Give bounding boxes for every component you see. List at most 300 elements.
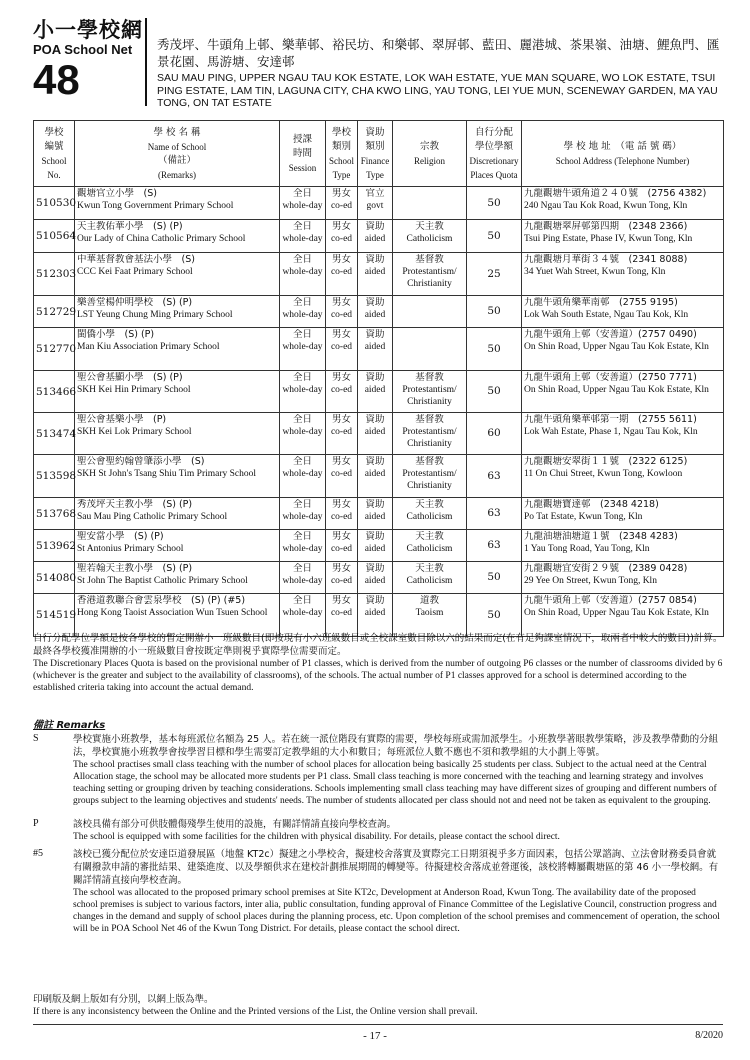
session-en: whole-day xyxy=(282,234,323,244)
religion-cn: 天主教 xyxy=(415,563,444,574)
school-name-cn: 中華基督教會基法小學 (S) xyxy=(77,254,195,265)
header-text: 類別 xyxy=(365,140,385,152)
type-en: co-ed xyxy=(330,234,353,244)
finance-cn: 資助 xyxy=(365,372,385,383)
finance-cn: 資助 xyxy=(365,499,385,510)
cell-session xyxy=(280,328,326,371)
type-en: co-ed xyxy=(330,201,353,211)
finance-cn: 資助 xyxy=(365,456,385,467)
cell-school-no xyxy=(34,530,75,562)
session-cn: 全日 xyxy=(292,563,312,574)
cell-session xyxy=(280,253,326,296)
districts-block xyxy=(157,36,723,110)
cell-session xyxy=(280,413,326,455)
finance-en: aided xyxy=(364,234,386,244)
session-en: whole-day xyxy=(282,469,323,479)
cell-school-name xyxy=(75,594,280,637)
school-name-en: SKH Kei Lok Primary School xyxy=(77,427,192,437)
header-text: School Address (Telephone Number) xyxy=(555,155,690,166)
finance-en: aided xyxy=(364,512,386,522)
school-name-cn: 聖公會聖約翰曾肇添小學 (S) xyxy=(77,456,205,467)
session-en: whole-day xyxy=(282,201,323,211)
cell-school-no xyxy=(34,562,75,594)
finance-cn: 資助 xyxy=(365,254,385,265)
address-en: 11 On Chui Street, Kwun Tong, Kowloon xyxy=(524,469,683,479)
cell-finance-type xyxy=(358,187,393,220)
type-cn: 男女 xyxy=(331,531,351,542)
net-number: 48 xyxy=(33,56,80,103)
cell-school-no xyxy=(34,328,75,371)
remarks-title: 備註 Remarks xyxy=(33,720,106,731)
school-no: 510564 xyxy=(36,230,77,242)
cell-finance-type xyxy=(358,296,393,328)
quota-value: 50 xyxy=(487,305,501,317)
cell-school-type xyxy=(326,187,358,220)
header-text: 自行分配 xyxy=(474,126,513,138)
cell-religion xyxy=(393,455,467,498)
school-name-en: Our Lady of China Catholic Primary School xyxy=(77,234,246,244)
religion-en: Catholicism xyxy=(406,576,453,586)
cell-school-no xyxy=(34,296,75,328)
cell-school-no xyxy=(34,187,75,220)
address-cn: 九龍觀塘翠屏邨第四期 (2348 2366) xyxy=(524,221,688,232)
cell-session xyxy=(280,187,326,220)
religion-cn: 基督教 xyxy=(415,372,444,383)
session-cn: 全日 xyxy=(292,372,312,383)
religion-cn: 基督教 xyxy=(415,254,444,265)
address-en: Lok Wah Estate, Phase 1, Ngau Tau Kok, Kln xyxy=(524,427,698,437)
address-en: 240 Ngau Tau Kok Road, Kwun Tong, Kln xyxy=(524,201,688,211)
finance-en: aided xyxy=(364,469,386,479)
address-en: 29 Yee On Street, Kwun Tong, Kln xyxy=(524,576,657,586)
type-cn: 男女 xyxy=(331,221,351,232)
cell-school-type xyxy=(326,413,358,455)
net-title-en: POA School Net xyxy=(33,42,133,57)
cell-finance-type xyxy=(358,328,393,371)
cell-address xyxy=(522,328,724,371)
cell-finance-type xyxy=(358,413,393,455)
religion-en: Catholicism xyxy=(406,234,453,244)
religion-cn: 基督教 xyxy=(415,456,444,467)
table-row xyxy=(34,594,724,637)
col-header-name xyxy=(75,121,280,187)
finance-en: aided xyxy=(364,427,386,437)
cell-finance-type xyxy=(358,594,393,637)
type-cn: 男女 xyxy=(331,456,351,467)
header-text: 學校 xyxy=(44,126,64,138)
address-cn: 九龍觀塘宜安街２９號 (2389 0428) xyxy=(524,563,688,574)
session-cn: 全日 xyxy=(292,254,312,265)
school-name-en: SKH St John's Tsang Shiu Tim Primary School xyxy=(77,469,257,479)
table-header-row xyxy=(34,121,724,187)
header-text: 學 校 名 稱 xyxy=(153,126,201,138)
type-en: co-ed xyxy=(330,342,353,352)
cell-school-no xyxy=(34,220,75,253)
cell-address xyxy=(522,562,724,594)
school-name-cn: 閩僑小學 (S) (P) xyxy=(77,329,155,340)
type-en: co-ed xyxy=(330,512,353,522)
school-name-cn: 天主教佑華小學 (S) (P) xyxy=(77,221,183,232)
table-row xyxy=(34,455,724,498)
col-header-session xyxy=(280,121,326,187)
session-en: whole-day xyxy=(282,342,323,352)
session-en: whole-day xyxy=(282,310,323,320)
cell-quota xyxy=(467,296,522,328)
remark-text-cn: 該校具備有部分可供肢體傷殘學生使用的設施，有關詳情請直接向學校查詢。 xyxy=(73,819,397,830)
address-cn: 九龍觀塘月華街３４號 (2341 8088) xyxy=(524,254,688,265)
school-name-en: SKH Kei Hin Primary School xyxy=(77,385,191,395)
cell-session xyxy=(280,220,326,253)
session-cn: 全日 xyxy=(292,188,312,199)
cell-address xyxy=(522,253,724,296)
school-no: 513962 xyxy=(36,539,77,552)
cell-address xyxy=(522,594,724,637)
cell-school-name xyxy=(75,220,280,253)
school-table xyxy=(33,120,724,637)
finance-cn: 資助 xyxy=(365,221,385,232)
cell-religion xyxy=(393,220,467,253)
header-text: School xyxy=(41,155,67,166)
header-text: Session xyxy=(288,162,317,173)
cell-religion xyxy=(393,253,467,296)
cell-school-name xyxy=(75,530,280,562)
school-name-en: Man Kiu Association Primary School xyxy=(77,342,220,352)
finance-en: aided xyxy=(364,310,386,320)
cell-school-name xyxy=(75,562,280,594)
school-name-cn: 聖若翰天主教小學 (S) (P) xyxy=(77,563,193,574)
address-cn: 九龍觀塘寶達邨 (2348 4218) xyxy=(524,499,659,510)
footer-note-en: If there is any inconsistency between the Online and the Printed versions of the List, the Online version shall prevail. xyxy=(33,1007,478,1017)
header-text: Type xyxy=(332,169,351,180)
type-en: co-ed xyxy=(330,544,353,554)
cell-address xyxy=(522,296,724,328)
cell-session xyxy=(280,371,326,413)
header-text: Discretionary xyxy=(469,155,519,166)
school-name-cn: 聖公會基樂小學 (P) xyxy=(77,414,167,425)
religion-cn: 天主教 xyxy=(415,499,444,510)
finance-cn: 資助 xyxy=(365,414,385,425)
cell-quota xyxy=(467,562,522,594)
header-text: (Remarks) xyxy=(158,169,196,180)
footer-divider xyxy=(33,1024,723,1025)
cell-religion xyxy=(393,296,467,328)
quota-note-en: The Discretionary Places Quota is based on the provisional number of P1 classes, which is derived from the number of outgoing P6 classes or the number of classrooms divided by 6 (whichever is the greater and subject to the availability of classrooms), of the schools. The actual number of P1 classes approved for a school is determined according to the established criteria taking into account the actual demand. xyxy=(33,659,723,693)
type-en: co-ed xyxy=(330,608,353,618)
school-no: 512303 xyxy=(36,268,77,280)
header-text: 類別 xyxy=(331,140,351,152)
type-en: co-ed xyxy=(330,469,353,479)
cell-session xyxy=(280,296,326,328)
type-cn: 男女 xyxy=(331,188,351,199)
net-title-block xyxy=(33,18,147,106)
address-cn: 九龍牛頭角上邨（安善道）(2750 7771) xyxy=(524,372,697,383)
session-cn: 全日 xyxy=(292,595,312,606)
cell-religion xyxy=(393,530,467,562)
col-header-address xyxy=(522,121,724,187)
cell-school-type xyxy=(326,498,358,530)
cell-school-no xyxy=(34,413,75,455)
cell-quota xyxy=(467,455,522,498)
finance-en: govt xyxy=(366,201,384,211)
school-no: 512729 xyxy=(36,305,77,318)
address-en: On Shin Road, Upper Ngau Tau Kok Estate, Kln xyxy=(524,385,709,395)
session-cn: 全日 xyxy=(292,456,312,467)
header-text: （備註） xyxy=(157,154,196,166)
school-name-en: CCC Kei Faat Primary School xyxy=(77,267,193,277)
cell-religion xyxy=(393,594,467,637)
table-row xyxy=(34,220,724,253)
quota-value: 63 xyxy=(487,539,501,551)
address-cn: 九龍牛頭角樂華南邨 (2755 9195) xyxy=(524,297,678,308)
type-cn: 男女 xyxy=(331,329,351,340)
religion-en: Protestantism/ Christianity xyxy=(402,385,457,407)
cell-address xyxy=(522,220,724,253)
cell-religion xyxy=(393,187,467,220)
cell-school-no xyxy=(34,498,75,530)
session-cn: 全日 xyxy=(292,531,312,542)
cell-address xyxy=(522,530,724,562)
type-en: co-ed xyxy=(330,267,353,277)
address-cn: 九龍牛頭角上邨（安善道）(2757 0854) xyxy=(524,595,697,606)
address-cn: 九龍牛頭角樂華邨第一期 (2755 5611) xyxy=(524,414,697,425)
cell-session xyxy=(280,594,326,637)
religion-en: Protestantism/ Christianity xyxy=(402,427,457,449)
quota-value: 50 xyxy=(487,342,501,355)
cell-school-type xyxy=(326,296,358,328)
net-title-cn: 小一學校網 xyxy=(33,18,143,42)
cell-school-no xyxy=(34,455,75,498)
cell-school-name xyxy=(75,455,280,498)
cell-quota xyxy=(467,530,522,562)
cell-finance-type xyxy=(358,455,393,498)
cell-address xyxy=(522,413,724,455)
type-cn: 男女 xyxy=(331,254,351,265)
cell-school-name xyxy=(75,413,280,455)
quota-value: 63 xyxy=(487,469,501,482)
finance-cn: 資助 xyxy=(365,531,385,542)
session-en: whole-day xyxy=(282,427,323,437)
cell-school-type xyxy=(326,220,358,253)
header-text: 時間 xyxy=(292,147,312,159)
quota-note-cn: 自行分配學位學額是按各學校的暫定開辦小一班級數目(即按現有小六班級數目或全校課室數目除以六的結果而定(在有足夠課室情況下，取兩者中較大的數目))計算。最終各學校獲准開辦的小一班級數目會按既定準則視乎實際學位需要而定。 xyxy=(33,633,723,657)
cell-address xyxy=(522,455,724,498)
type-cn: 男女 xyxy=(331,499,351,510)
school-name-cn: 樂善堂楊仲明學校 (S) (P) xyxy=(77,297,193,308)
finance-en: aided xyxy=(364,385,386,395)
header-text: 資助 xyxy=(365,126,385,138)
header-text: No. xyxy=(47,169,61,180)
cell-finance-type xyxy=(358,498,393,530)
issue-date: 8/2020 xyxy=(695,1030,723,1041)
cell-finance-type xyxy=(358,220,393,253)
finance-cn: 資助 xyxy=(365,329,385,340)
address-en: 34 Yuet Wah Street, Kwun Tong, Kln xyxy=(524,267,666,277)
header-text: Finance xyxy=(360,155,390,166)
session-cn: 全日 xyxy=(292,297,312,308)
school-name-en: St Antonius Primary School xyxy=(77,544,184,554)
header-text: Type xyxy=(366,169,384,180)
cell-religion xyxy=(393,498,467,530)
religion-cn: 基督教 xyxy=(415,414,444,425)
cell-school-type xyxy=(326,530,358,562)
cell-school-no xyxy=(34,594,75,637)
cell-finance-type xyxy=(358,253,393,296)
cell-school-no xyxy=(34,253,75,296)
table-row xyxy=(34,498,724,530)
finance-cn: 資助 xyxy=(365,297,385,308)
header-text: Name of School xyxy=(147,141,207,152)
school-no: 513474 xyxy=(36,427,77,440)
school-name-en: Sau Mau Ping Catholic Primary School xyxy=(77,512,228,522)
school-name-cn: 聖公會基顯小學 (S) (P) xyxy=(77,372,183,383)
remark-key: S xyxy=(33,733,39,744)
cell-session xyxy=(280,562,326,594)
remark-text-en: The school practises small class teaching with the number of school places for allocation being basically 25 students per class. Subject to the actual need at the Central Allocation stage, the school may be allocated more students per P1 class. Small class teaching is more concerned with the teaching and learning strategy and involves teaching setting or grouping driven by teaching considerations. Schools implementing small class teaching may have different sizes of grouping and different numbers of groups subject to the learning objectives and students' needs. The number of students allocated per class should not and need not be taken as equivalent to the grouping. xyxy=(73,760,717,806)
quota-value: 60 xyxy=(487,427,501,439)
cell-school-name xyxy=(75,253,280,296)
districts-cn: 秀茂坪、牛頭角上邨、樂華邨、裕民坊、和樂邨、翠屏邨、藍田、麗港城、茶果嶺、油塘、鯉魚門、匯景花園、馬游塘、安達邨 xyxy=(157,37,720,69)
type-cn: 男女 xyxy=(331,297,351,308)
session-en: whole-day xyxy=(282,512,323,522)
quota-value: 50 xyxy=(487,571,501,583)
remark-key: P xyxy=(33,818,39,829)
table-row xyxy=(34,328,724,371)
cell-school-type xyxy=(326,371,358,413)
finance-en: aided xyxy=(364,267,386,277)
cell-session xyxy=(280,455,326,498)
address-cn: 九龍觀塘牛頭角道２４０號 (2756 4382) xyxy=(524,188,707,199)
school-no: 514080 xyxy=(36,571,77,584)
header-text: 編號 xyxy=(44,140,64,152)
cell-religion xyxy=(393,413,467,455)
cell-finance-type xyxy=(358,562,393,594)
cell-school-name xyxy=(75,296,280,328)
religion-cn: 天主教 xyxy=(415,531,444,542)
session-cn: 全日 xyxy=(292,329,312,340)
cell-school-name xyxy=(75,498,280,530)
school-name-en: Hong Kong Taoist Association Wun Tsuen School xyxy=(77,608,268,618)
religion-en: Taoism xyxy=(415,608,444,618)
address-en: Tsui Ping Estate, Phase IV, Kwun Tong, Kln xyxy=(524,234,693,244)
cell-school-type xyxy=(326,455,358,498)
school-no: 513768 xyxy=(36,507,77,520)
header-text: 學位學額 xyxy=(474,140,513,152)
header-text: School xyxy=(328,155,354,166)
finance-en: aided xyxy=(364,576,386,586)
type-en: co-ed xyxy=(330,427,353,437)
finance-cn: 資助 xyxy=(365,563,385,574)
cell-school-name xyxy=(75,187,280,220)
religion-cn: 道教 xyxy=(419,595,439,606)
quota-note xyxy=(33,632,723,694)
table-row xyxy=(34,530,724,562)
cell-religion xyxy=(393,562,467,594)
cell-quota xyxy=(467,187,522,220)
religion-en: Protestantism/ Christianity xyxy=(402,267,457,289)
type-cn: 男女 xyxy=(331,563,351,574)
quota-value: 50 xyxy=(487,196,501,209)
remark-text-cn: 該校已獲分配位於安達臣道發展區（地盤 KT2c）擬建之小學校舍，擬建校舍落實及實際完工日期須視乎多方面因素，包括公眾諮詢、立法會財務委員會就有關撥款申請的審批結果、建築進度、以及學額供求在建校計劃推展期間的轉變等。待擬建校舍落成並營運後，該校將轉屬觀塘區的第 46 小一學校網。有關詳情請直接向學校查詢。 xyxy=(73,849,719,886)
address-cn: 九龍觀塘安翠街１１號 (2322 6125) xyxy=(524,456,688,467)
school-name-cn: 香港道教聯合會雲泉學校 (S) (P) (#5) xyxy=(77,595,246,606)
col-header-religion xyxy=(393,121,467,187)
cell-finance-type xyxy=(358,371,393,413)
type-en: co-ed xyxy=(330,385,353,395)
table-row xyxy=(34,413,724,455)
cell-quota xyxy=(467,413,522,455)
finance-cn: 資助 xyxy=(365,595,385,606)
col-header-quota xyxy=(467,121,522,187)
table-body xyxy=(34,187,724,637)
school-name-en: St John The Baptist Catholic Primary School xyxy=(77,576,248,586)
remark-key: #5 xyxy=(33,848,43,859)
school-no: 513466 xyxy=(36,385,77,398)
cell-session xyxy=(280,530,326,562)
cell-religion xyxy=(393,328,467,371)
school-name-cn: 觀塘官立小學 (S) xyxy=(77,188,157,199)
type-en: co-ed xyxy=(330,576,353,586)
type-cn: 男女 xyxy=(331,414,351,425)
religion-en: Catholicism xyxy=(406,544,453,554)
table-row xyxy=(34,253,724,296)
remark-text-en: The school was allocated to the proposed primary school premises at Site KT2c, Development at Anderson Road, Kwun Tong. The availability date of the proposed school premises is subject to various factors, inter alia, public consultation, funding approval of Finance Committee of the Legislative Council, construction progress and changes in the demand and supply of school places during the planning process, etc. Upon completion of the school premises and commencement of operation, the school will be in POA School Net 46 of the Kwun Tong District. For details, please contact the school direct. xyxy=(73,888,720,934)
header-text: Places Quota xyxy=(470,169,518,180)
cell-school-name xyxy=(75,371,280,413)
finance-en: aided xyxy=(364,342,386,352)
cell-school-type xyxy=(326,562,358,594)
cell-finance-type xyxy=(358,530,393,562)
session-cn: 全日 xyxy=(292,414,312,425)
finance-cn: 官立 xyxy=(365,188,385,199)
col-header-no xyxy=(34,121,75,187)
cell-quota xyxy=(467,371,522,413)
address-cn: 九龍油塘油塘道１號 (2348 4283) xyxy=(524,531,678,542)
header-text: 學 校 地 址 （電 話 號 碼） xyxy=(563,140,682,152)
footer-note xyxy=(33,993,723,1018)
cell-school-no xyxy=(34,371,75,413)
table-row xyxy=(34,562,724,594)
page-number: - 17 - xyxy=(363,1030,387,1042)
remark-text-en: The school is equipped with some facilities for the children with physical disability. For details, please contact the school direct. xyxy=(73,832,560,842)
cell-school-name xyxy=(75,328,280,371)
address-en: Lok Wah South Estate, Ngau Tau Kok, Kln xyxy=(524,310,689,320)
quota-value: 50 xyxy=(487,608,501,621)
table-row xyxy=(34,187,724,220)
religion-cn: 天主教 xyxy=(415,221,444,232)
footer-note-cn: 印刷版及網上版如有分別，以網上版為準。 xyxy=(33,994,214,1005)
session-en: whole-day xyxy=(282,385,323,395)
session-en: whole-day xyxy=(282,544,323,554)
address-en: Po Tat Estate, Kwun Tong, Kln xyxy=(524,512,643,522)
header-text: 宗教 xyxy=(419,140,439,152)
cell-quota xyxy=(467,220,522,253)
table-row xyxy=(34,296,724,328)
session-en: whole-day xyxy=(282,267,323,277)
school-name-cn: 聖安當小學 (S) (P) xyxy=(77,531,164,542)
session-cn: 全日 xyxy=(292,499,312,510)
cell-address xyxy=(522,498,724,530)
type-cn: 男女 xyxy=(331,595,351,606)
cell-quota xyxy=(467,328,522,371)
type-cn: 男女 xyxy=(331,372,351,383)
school-name-en: LST Yeung Chung Ming Primary School xyxy=(77,310,233,320)
districts-en: SAU MAU PING, UPPER NGAU TAU KOK ESTATE, LOK WAH ESTATE, YUE MAN SQUARE, WO LOK ESTATE, TSUI PING ESTATE, LAM TIN, LAGUNA CITY, CHA KWO LING, YAU TONG, LEI YUE MUN, SCENEWAY GARDEN, MA YAU TONG, ON TAT ESTATE xyxy=(157,72,718,109)
address-cn: 九龍牛頭角上邨（安善道）(2757 0490) xyxy=(524,329,697,340)
page-header xyxy=(33,18,723,110)
col-header-finance xyxy=(358,121,393,187)
header-text: 學校 xyxy=(331,126,351,138)
col-header-type xyxy=(326,121,358,187)
